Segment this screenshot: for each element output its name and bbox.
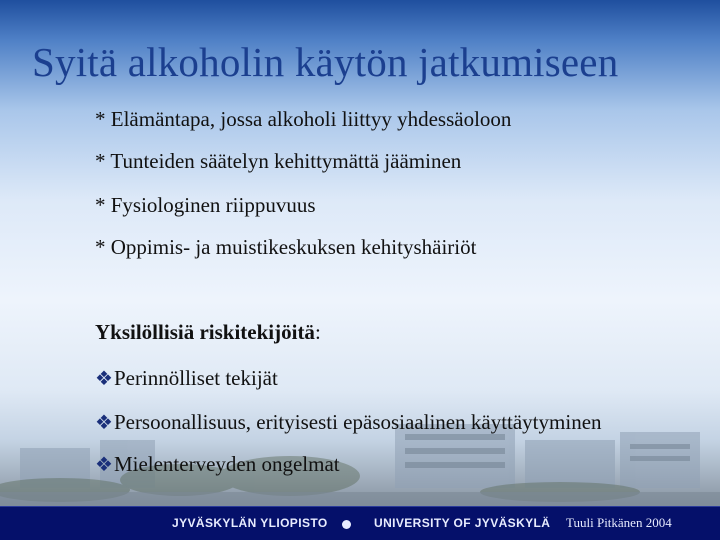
risk-factors-heading-text: Yksilöllisiä riskitekijöitä: [95, 320, 315, 344]
footer-bar: [0, 506, 720, 540]
list-item: * Tunteiden säätelyn kehittymättä jääminen: [95, 149, 462, 173]
list-item: * Elämäntapa, jossa alkoholi liittyy yhdessäoloon: [95, 107, 512, 131]
risk-factors-heading: [95, 320, 321, 345]
risk-list-item-label: Persoonallisuus, erityisesti epäsosiaalinen käyttäytyminen: [113, 410, 602, 434]
list-item: * Oppimis- ja muistikeskuksen kehityshäiriöt: [95, 235, 477, 259]
risk-list-item: [95, 366, 278, 391]
university-logo-icon: [342, 520, 351, 529]
risk-factors-heading-colon: :: [314, 320, 321, 344]
risk-list-item-label: Perinnölliset tekijät: [113, 366, 278, 390]
risk-list-item: [95, 410, 602, 435]
slide-title: Syitä alkoholin käytön jatkumiseen: [32, 39, 619, 85]
diamond-bullet-icon: ❖: [95, 368, 113, 390]
list-item: * Fysiologinen riippuvuus: [95, 193, 316, 217]
risk-list-item-label: Mielenterveyden ongelmat: [113, 452, 340, 476]
risk-list-item: [95, 452, 340, 477]
footer-university-en: UNIVERSITY OF JYVÄSKYLÄ: [374, 516, 551, 530]
footer-university-fi: JYVÄSKYLÄN YLIOPISTO: [172, 516, 328, 530]
footer-author: Tuuli Pitkänen 2004: [566, 515, 672, 530]
diamond-bullet-icon: ❖: [95, 454, 113, 476]
diamond-bullet-icon: ❖: [95, 412, 113, 434]
